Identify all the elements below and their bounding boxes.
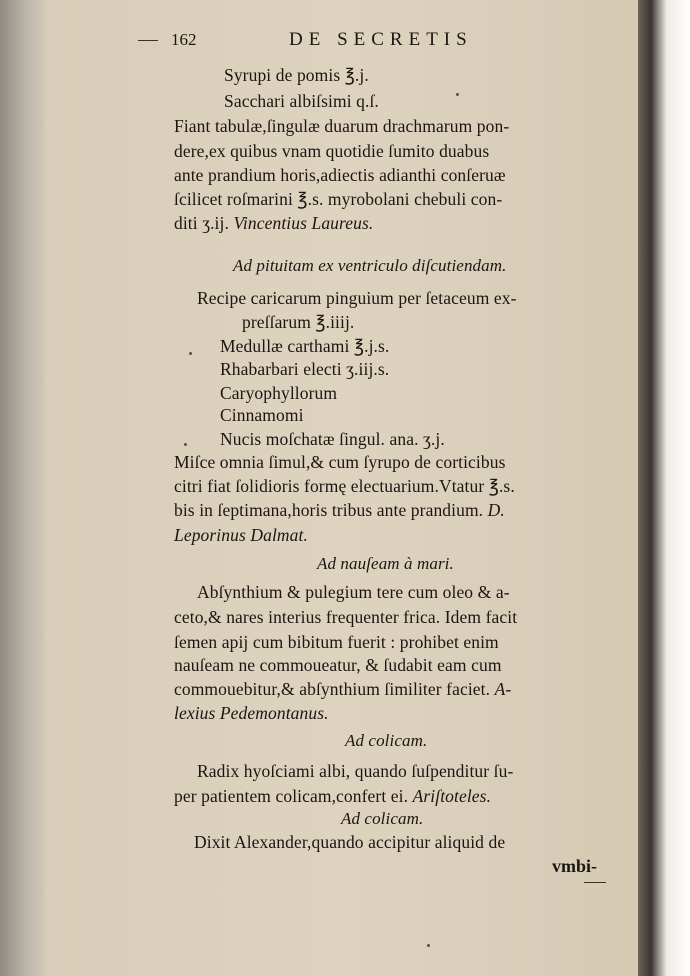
- text-line: [174, 499, 505, 521]
- author-attribution: Ariſtoteles.: [412, 786, 492, 806]
- text-line: ſcilicet roſmarini ℥.s. myrobolani chebuli con-: [174, 189, 503, 209]
- section-heading: Ad nauſeam à mari.: [317, 554, 454, 573]
- text-line: [174, 678, 511, 700]
- book-gutter-edge: [0, 0, 44, 976]
- section-heading: Ad colicam.: [345, 731, 428, 750]
- book-page: [44, 0, 638, 976]
- text-line: [174, 785, 491, 807]
- text-line: dere,ex quibus vnam quotidie ſumito duabus: [174, 141, 490, 161]
- catchword-underline: [584, 882, 606, 883]
- paper-speck: [427, 944, 430, 947]
- text-run: per patientem colicam,confert ei.: [174, 786, 409, 806]
- author-attribution: Leporinus Dalmat.: [174, 525, 308, 545]
- text-line: Recipe caricarum pinguium per ſetaceum ex-: [197, 288, 517, 308]
- paper-speck: [184, 443, 187, 446]
- text-line: Sacchari albiſsimi q.ſ.: [224, 91, 379, 111]
- text-line: ante prandium horis,adiectis adianthi conſeruæ: [174, 165, 506, 185]
- header-dash: [138, 40, 158, 41]
- author-attribution: D.: [487, 500, 505, 520]
- dosage-text: diti ʒ.ij.: [174, 213, 229, 233]
- text-line: Fiant tabulæ,ſingulæ duarum drachmarum pon-: [174, 116, 510, 136]
- page-number: 162: [171, 30, 197, 49]
- text-line: nauſeam ne commoueatur, & ſudabit eam cum: [174, 655, 502, 675]
- paper-speck: [189, 352, 192, 355]
- running-head: DE SECRETIS: [289, 29, 473, 50]
- text-line: preſſarum ℥.iiij.: [242, 312, 355, 332]
- book-page-edge: [638, 0, 690, 976]
- text-line: ſemen apij cum bibitum fuerit : prohibet enim: [174, 632, 499, 652]
- text-run: bis in ſeptimana,horis tribus ante prandium.: [174, 500, 484, 520]
- text-line: Abſynthium & pulegium tere cum oleo & a-: [197, 582, 510, 602]
- text-line: Nucis moſchatæ ſingul. ana. ʒ.j.: [220, 429, 445, 449]
- text-line: [174, 212, 373, 234]
- text-line: citri fiat ſolidioris formę electuarium.Vtatur ℥.s.: [174, 476, 515, 496]
- paper-speck: [456, 93, 459, 96]
- author-attribution: Vincentius Laureus.: [233, 213, 374, 233]
- text-line: Radix hyoſciami albi, quando ſuſpenditur ſu-: [197, 761, 514, 781]
- catchword: vmbi-: [552, 856, 597, 876]
- section-heading: Ad pituitam ex ventriculo diſcutiendam.: [233, 256, 507, 275]
- text-line: Cinnamomi: [220, 405, 304, 425]
- text-line: Caryophyllorum: [220, 383, 338, 403]
- author-attribution: lexius Pedemontanus.: [174, 703, 329, 723]
- text-line: Medullæ carthami ℥.j.s.: [220, 336, 390, 356]
- author-attribution: A-: [494, 679, 512, 699]
- text-line: Rhabarbari electi ʒ.iij.s.: [220, 359, 390, 379]
- text-run: commouebitur,& abſynthium ſimiliter faciet.: [174, 679, 491, 699]
- text-line: Dixit Alexander,quando accipitur aliquid de: [194, 832, 506, 852]
- text-line: Miſce omnia ſimul,& cum ſyrupo de corticibus: [174, 452, 506, 472]
- text-line: Syrupi de pomis ℥.j.: [224, 65, 369, 85]
- text-line: ceto,& nares interius frequenter frica. Idem facit: [174, 607, 518, 627]
- section-heading: Ad colicam.: [341, 809, 424, 828]
